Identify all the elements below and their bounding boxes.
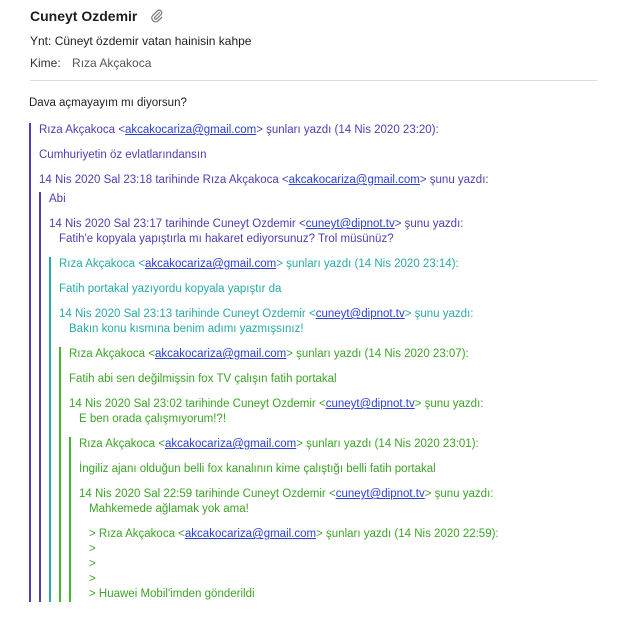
quote-header: Rıza Akçakoca <akcakocariza@gmail.com> şunları yazdı (14 Nis 2020 23:20): bbox=[39, 124, 439, 136]
quote-level-3 bbox=[49, 257, 629, 602]
quote-meta: şunları yazdı (14 Nis 2020 23:01): bbox=[306, 438, 479, 450]
quote-marker: > bbox=[89, 573, 96, 585]
signature-text: > Huawei Mobil'imden gönderildi bbox=[89, 588, 255, 600]
email-link[interactable]: akcakocariza@gmail.com bbox=[145, 258, 277, 270]
quote-header: 14 Nis 2020 Sal 23:13 tarihinde Cuneyt Ozdemir <cuneyt@dipnot.tv> şunu yazdı: bbox=[59, 308, 474, 320]
paperclip-icon[interactable] bbox=[151, 9, 163, 23]
quote-header: 14 Nis 2020 Sal 23:18 tarihinde Rıza Akçakoca <akcakocariza@gmail.com> şunu yazdı: bbox=[39, 174, 489, 186]
quote-header: 14 Nis 2020 Sal 23:17 tarihinde Cuneyt Ozdemir <cuneyt@dipnot.tv> şunu yazdı: bbox=[49, 218, 464, 230]
quote-level-4 bbox=[59, 347, 629, 602]
quote-meta: > Rıza Akçakoca bbox=[89, 528, 175, 540]
quote-meta: şunları yazdı (14 Nis 2020 23:14): bbox=[286, 258, 459, 270]
quote-header: > Rıza Akçakoca <akcakocariza@gmail.com> şunları yazdı (14 Nis 2020 22:59): bbox=[89, 528, 499, 540]
reply-text: Dava açmayayım mı diyorsun? bbox=[29, 97, 187, 109]
email-link[interactable]: akcakocariza@gmail.com bbox=[288, 174, 420, 186]
message-body bbox=[29, 96, 629, 602]
quote-meta: 14 Nis 2020 Sal 23:13 tarihinde Cuneyt Ozdemir bbox=[59, 308, 306, 320]
quote-author: Rıza Akçakoca bbox=[39, 124, 116, 136]
email-link[interactable]: cuneyt@dipnot.tv bbox=[335, 488, 425, 500]
quote-author: Rıza Akçakoca bbox=[69, 348, 146, 360]
quote-meta: şunu yazdı: bbox=[429, 174, 489, 186]
email-link[interactable]: cuneyt@dipnot.tv bbox=[325, 398, 415, 410]
quote-header: Rıza Akçakoca <akcakocariza@gmail.com> şunları yazdı (14 Nis 2020 23:07): bbox=[69, 348, 469, 360]
quote-text: Mahkemede ağlamak yok ama! bbox=[89, 503, 249, 515]
header-divider bbox=[30, 80, 597, 81]
quote-meta: 14 Nis 2020 Sal 23:17 tarihinde Cuneyt Ozdemir bbox=[49, 218, 296, 230]
quote-meta: şunları yazdı (14 Nis 2020 23:07): bbox=[296, 348, 469, 360]
email-link[interactable]: akcakocariza@gmail.com bbox=[125, 124, 257, 136]
recipient-row bbox=[30, 56, 600, 72]
quote-text: Fatih portakal yazıyordu kopyala yapıştır da bbox=[59, 283, 282, 295]
quote-text: Fatih abi sen değilmişsin fox TV çalışın fatih portakal bbox=[69, 373, 337, 385]
quote-meta: şunu yazdı: bbox=[424, 398, 484, 410]
quote-meta: şunu yazdı: bbox=[414, 308, 474, 320]
quote-author: Rıza Akçakoca bbox=[79, 438, 156, 450]
quote-meta: şunları yazdı (14 Nis 2020 22:59): bbox=[326, 528, 499, 540]
subject-row bbox=[30, 34, 600, 50]
to-label: Kime: bbox=[30, 56, 61, 70]
quote-text: İngiliz ajanı olduğun belli fox kanalının kime çalıştığı belli fatih portakal bbox=[79, 463, 436, 475]
sender-row bbox=[30, 6, 600, 26]
quote-header: 14 Nis 2020 Sal 22:59 tarihinde Cuneyt Ozdemir <cuneyt@dipnot.tv> şunu yazdı: bbox=[79, 488, 494, 500]
quote-header: 14 Nis 2020 Sal 23:02 tarihinde Cuneyt Ozdemir <cuneyt@dipnot.tv> şunu yazdı: bbox=[69, 398, 484, 410]
email-link[interactable]: cuneyt@dipnot.tv bbox=[315, 308, 405, 320]
quote-text: Abi bbox=[49, 193, 66, 205]
quote-meta: şunu yazdı: bbox=[404, 218, 464, 230]
quote-header: Rıza Akçakoca <akcakocariza@gmail.com> şunları yazdı (14 Nis 2020 23:14): bbox=[59, 258, 459, 270]
quote-text: Cumhuriyetin öz evlatlarındansın bbox=[39, 149, 207, 161]
sender-name[interactable]: Cuneyt Ozdemir bbox=[30, 8, 138, 24]
quote-level-5 bbox=[69, 437, 629, 602]
quote-meta: 14 Nis 2020 Sal 23:02 tarihinde Cuneyt Ozdemir bbox=[69, 398, 316, 410]
email-link[interactable]: akcakocariza@gmail.com bbox=[155, 348, 287, 360]
subject-text: Cüneyt özdemir vatan hainisin kahpe bbox=[54, 34, 252, 48]
quote-marker: > bbox=[89, 543, 96, 555]
quote-meta: 14 Nis 2020 Sal 23:18 tarihinde Rıza Akçakoca bbox=[39, 174, 279, 186]
email-link[interactable]: akcakocariza@gmail.com bbox=[165, 438, 297, 450]
email-link[interactable]: cuneyt@dipnot.tv bbox=[305, 218, 395, 230]
quote-text: Fatih'e kopyala yapıştırla mı hakaret ediyorsunuz? Trol müsünüz? bbox=[59, 233, 394, 245]
quote-meta: şunu yazdı: bbox=[434, 488, 494, 500]
message-header bbox=[30, 6, 600, 72]
subject-label: Ynt: bbox=[30, 34, 52, 48]
quote-meta: 14 Nis 2020 Sal 22:59 tarihinde Cuneyt Ozdemir bbox=[79, 488, 326, 500]
quote-meta: şunları yazdı (14 Nis 2020 23:20): bbox=[266, 124, 439, 136]
recipient-name[interactable]: Rıza Akçakoca bbox=[72, 56, 152, 70]
quote-marker: > bbox=[89, 558, 96, 570]
quote-text: Bakın konu kısmına benim adımı yazmışsınız! bbox=[69, 323, 304, 335]
quote-text: E ben orada çalışmıyorum!?! bbox=[79, 413, 227, 425]
quote-level-1 bbox=[29, 123, 629, 602]
quote-header: Rıza Akçakoca <akcakocariza@gmail.com> şunları yazdı (14 Nis 2020 23:01): bbox=[79, 438, 479, 450]
quote-author: Rıza Akçakoca bbox=[59, 258, 136, 270]
quote-level-2 bbox=[39, 192, 629, 602]
email-link[interactable]: akcakocariza@gmail.com bbox=[184, 528, 317, 540]
